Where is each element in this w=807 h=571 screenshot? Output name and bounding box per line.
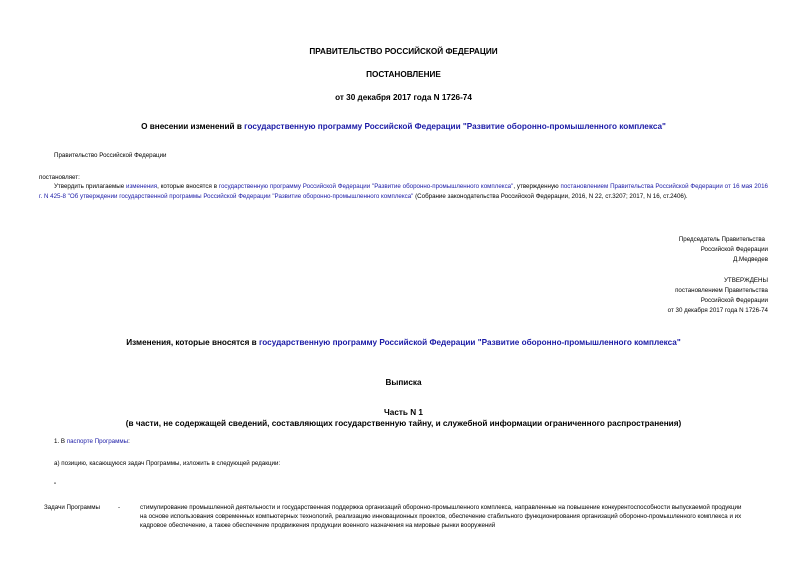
tasks-dash: -: [118, 504, 121, 511]
part-number: Часть N 1: [384, 408, 423, 417]
quote-mark: ": [54, 482, 57, 489]
program-link-inline[interactable]: государственную программу Российской Федерации "Развитие оборонно-промышленного комплекса": [218, 183, 514, 190]
part-note: (в части, не содержащей сведений, составляющих государственную тайну, и служебной информации ограниченного распространения): [125, 419, 682, 428]
changes-title-prefix: Изменения, которые вносятся в: [126, 338, 259, 347]
paragraph-text-1: Утвердить прилагаемые: [54, 183, 126, 190]
item-1: [54, 437, 130, 447]
document-type-heading: ПОСТАНОВЛЕНИЕ: [366, 70, 441, 79]
paragraph-text-3: , утвержденную: [513, 183, 561, 190]
intro-government: Правительство Российской Федерации: [54, 152, 167, 159]
document-title-prefix: О внесении изменений в: [141, 122, 245, 131]
signature-position: Председатель Правительства: [678, 236, 765, 243]
resolution-link[interactable]: постановлением Правительства Российской Федерации от 16 мая 2016 г. N 425-8 "Об утверждении государственной программы Российской Федерации "Развитие оборонно-промышленного комплекса": [39, 183, 769, 200]
approved-date-number: от 30 декабря 2017 года N 1726-74: [667, 307, 768, 314]
item-1-prefix: 1. В: [54, 438, 67, 445]
signature-country: Российской Федерации: [700, 246, 768, 253]
intro-resolves: постановляет:: [39, 174, 80, 181]
paragraph-approve: [39, 182, 768, 202]
tasks-label: Задачи Программы: [44, 504, 100, 511]
program-passport-link[interactable]: паспорте Программы: [66, 438, 129, 445]
approved-country: Российской Федерации: [700, 297, 768, 304]
tasks-text: стимулирование промышленной деятельности и государственная поддержка организаций оборонно-промышленного комплекса, направленные на повышение конкурентоспособности выпускаемой продукции на основе использования современных компьютерных технологий, реализацию инновационных проектов, обеспечение стабильного функционирования организаций оборонно-промышленного комплекса и их кадровое обеспечение, а также обеспечение продвижения продукции военного назначения на мировые рынки вооружений: [140, 504, 742, 529]
item-a: а) позицию, касающуюся задач Программы, изложить в следующей редакции:: [54, 460, 281, 467]
approved-heading: УТВЕРЖДЕНЫ: [724, 277, 768, 284]
program-link[interactable]: государственную программу Российской Федерации "Развитие оборонно-промышленного комплекса": [244, 122, 666, 131]
signature-name: Д.Медведев: [733, 256, 768, 263]
document-title: [0, 122, 807, 131]
government-heading: ПРАВИТЕЛЬСТВО РОССИЙСКОЙ ФЕДЕРАЦИИ: [309, 47, 498, 56]
paragraph-text-4: (Собрание законодательства Российской Федерации, 2016, N 22, ст.3207; 2017, N 16, ст.2406).: [413, 193, 688, 200]
item-1-suffix: :: [128, 438, 130, 445]
document-date-number: от 30 декабря 2017 года N 1726-74: [335, 93, 472, 102]
changes-link[interactable]: изменения: [125, 183, 158, 190]
changes-program-link[interactable]: государственную программу Российской Федерации "Развитие оборонно-промышленного комплекса": [258, 338, 681, 347]
approved-by: постановлением Правительства: [675, 287, 768, 294]
extract-title: Выписка: [385, 378, 422, 387]
changes-title: [0, 338, 807, 347]
paragraph-text-2: , которые вносятся в: [157, 183, 219, 190]
